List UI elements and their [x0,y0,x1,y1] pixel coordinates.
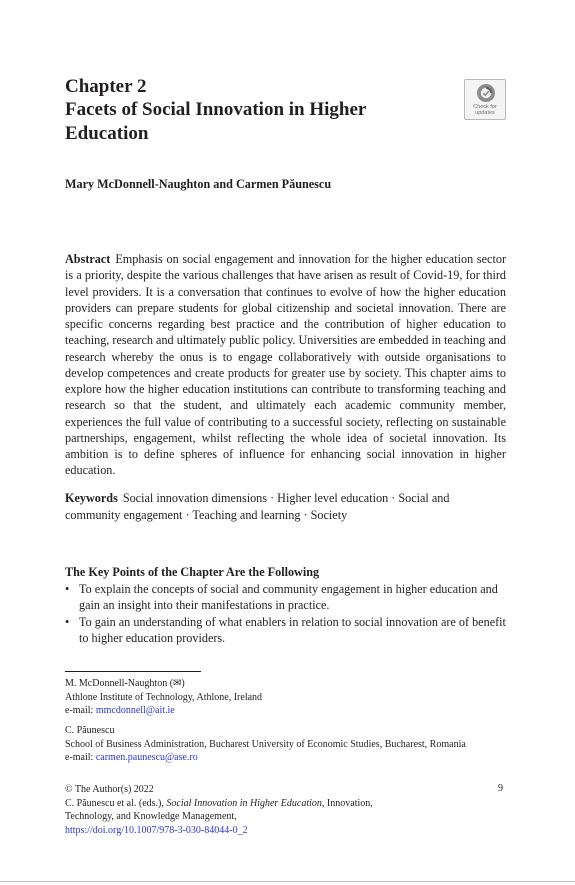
affiliation-1 [65,677,505,718]
key-point-text: To explain the concepts of social and community engagement in higher education and gain an insight into their manifestations in practice. [79,582,498,613]
footnote-divider [65,671,201,672]
citation-suffix: , Innovation, [321,797,373,809]
list-item [65,581,506,614]
list-item [65,614,506,647]
affiliation-email-line [65,751,505,765]
citation-prefix: C. Păunescu et al. (eds.), [65,797,167,809]
affiliation-name: C. Păunescu [65,725,115,736]
keywords-text: Social innovation dimensions · Higher level education · Social and community engagement · Teaching and learning · Society [65,491,450,522]
keywords [65,490,506,523]
affiliation-institution: Athlone Institute of Technology, Athlone, Ireland [65,691,263,703]
check-for-updates-icon [476,83,496,103]
abstract-label: Abstract [65,252,111,266]
page-number: 9 [498,783,503,794]
affiliation-institution: School of Business Administration, Bucharest University of Economic Studies, Bucharest, Romania [65,738,466,750]
badge-line-1: Check for [473,104,497,110]
email-link[interactable]: mmcdonnell@ait.ie [95,705,175,716]
badge-label [465,104,505,116]
email-label: e-mail: [65,752,96,763]
key-point-text: To gain an understanding of what enablers in relation to social innovation are of benefit to higher education providers. [79,614,506,645]
email-label: e-mail: [65,705,96,716]
doi-line [65,824,506,838]
book-title: Social Innovation in Higher Education [166,797,322,809]
check-for-updates-badge[interactable] [464,79,506,120]
page-edge-line [0,881,575,882]
abstract-text: Emphasis on social engagement and innovation for the higher education sector is a priority, despite the various challenges that have arisen as result of Covid-19, for third level providers. It is a conversation that continues to evolve of how the higher education providers can prepare students for global citizenship and societal innovation. There are specific concerns regarding best practice and the contribution of higher education to teaching, research and ultimately public policy. Universities are embedded in teaching and research whereby the onus is to engage collaboratively with outside organisations to develop competences and create products for greater use by society. This chapter aims to explore how the higher education institutions can contribute to transforming teaching and research so that the student, and ultimately each academic community member, experiences the full value of contributing to a successful society, reflecting on sustainable partnerships, engagement, whilst reflecting the whole idea of societal innovation. Its ambition is to define spheres of influence for enhancing social innovation in higher education. [65,252,506,478]
badge-line-2: updates [475,110,495,116]
affiliation-email-line [65,704,505,718]
bullet-icon: • [65,614,70,629]
copyright: © The Author(s) 2022 [65,784,154,795]
citation-line [65,797,506,811]
series-line: Technology, and Knowledge Management, [65,811,237,822]
doi-link[interactable]: https://doi.org/10.1007/978-3-030-84044-0_2 [65,824,248,836]
affiliation-name: M. McDonnell-Naughton (✉) [65,678,185,689]
chapter-title: Facets of Social Innovation in Higher Education [65,99,367,144]
bullet-icon: • [65,582,70,596]
key-points-list [65,581,506,646]
chapter-label: Chapter 2 [65,76,147,97]
email-link[interactable]: carmen.paunescu@ase.ro [95,752,198,763]
key-points-heading: The Key Points of the Chapter Are the Following [65,565,320,579]
affiliation-2 [65,724,505,765]
citation-footer [65,783,506,837]
keywords-label: Keywords [65,491,118,505]
abstract [65,251,506,479]
authors: Mary McDonnell-Naughton and Carmen Păunescu [65,177,332,191]
